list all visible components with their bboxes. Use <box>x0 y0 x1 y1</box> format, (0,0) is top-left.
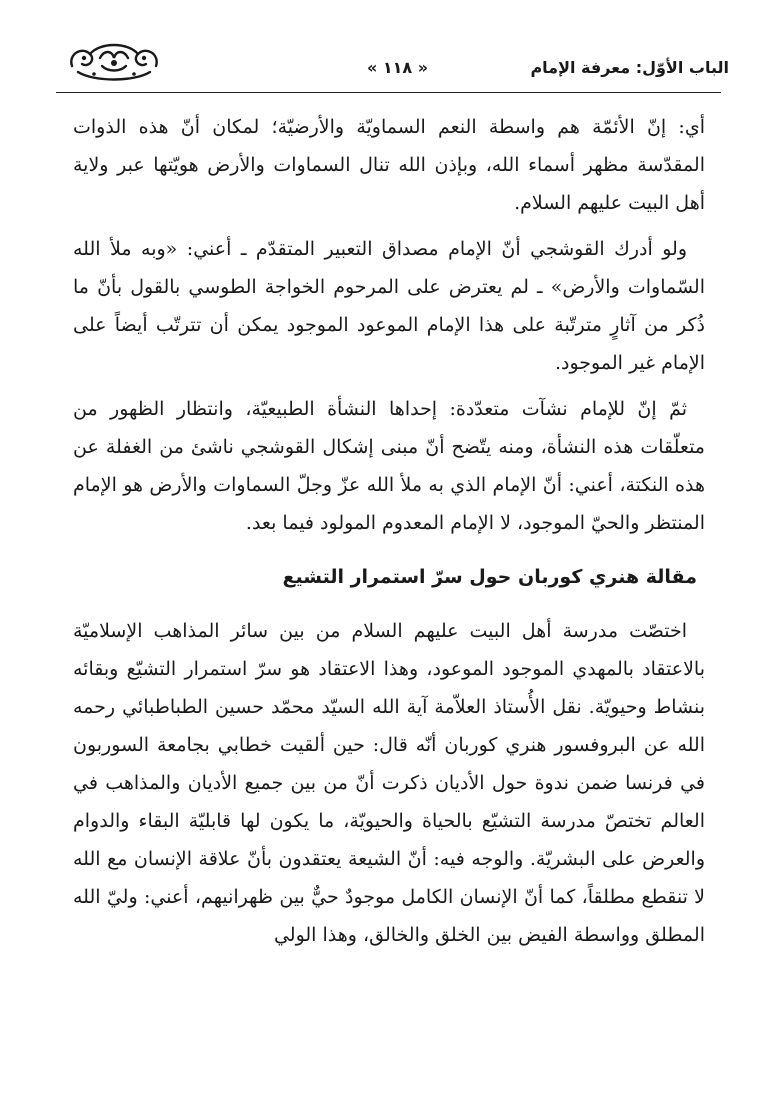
paragraph-1: أي: إنّ الأئمّة هم واسطة النعم السماويّة والأرضيّة؛ لمكان أنّ هذه الذوات المقدّسة مظهر أسماء الله، وبإذن الله تنال السماوات والأرض هويّتها عبر ولاية أهل البيت عليهم السلام. <box>73 116 705 214</box>
page-number: « ١١٨ » <box>366 58 429 77</box>
ornament-icon <box>64 36 164 84</box>
paragraph-2: ولو أدرك القوشجي أنّ الإمام مصداق التعبير المتقدّم ـ أعني: «وبه ملأ الله السّماوات والأرض» ـ لم يعترض على المرحوم الخواجة الطوسي بالقول بأنّ ما ذُكر من آثارٍ مترتّبة على هذا الإمام الموعود الموجود يمكن أن تترتّب أيضاً على الإمام غير الموجود. <box>73 238 705 374</box>
page-header <box>56 36 739 94</box>
header-divider <box>56 92 721 93</box>
section-heading: مقالة هنري كوربان حول سرّ استمرار التشيع <box>282 566 697 588</box>
paragraph-4: اختصّت مدرسة أهل البيت عليهم السلام من بين سائر المذاهب الإسلاميّة بالاعتقاد بالمهدي الموجود الموعود، وهذا الاعتقاد هو سرّ استمرار التشيّع وبقائه بنشاط وحيويّة. نقل الأُستاذ العلاّمة آية الله السيّد محمّد حسين الطباطبائي رحمه الله عن البروفسور هنري كوربان أنّه قال: حين ألقيت خطابي بجامعة السوربون في فرنسا ضمن ندوة حول الأديان ذكرت أنّ من بين جميع الأديان والمذاهب في العالم تختصّ مدرسة التشيّع بالحياة والحيويّة، ما يكون لها قابليّة البقاء والدوام والعرض على البشريّة. والوجه فيه: أنّ الشيعة يعتقدون بأنّ علاقة الإنسان مع الله لا تنقطع مطلقاً، كما أنّ الإنسان الكامل موجودٌ حيٌّ بين ظهرانيهم، أعني: وليّ الله المطلق وواسطة الفيض بين الخلق والخالق، وهذا الولي <box>73 620 705 946</box>
paragraph-3: ثمّ إنّ للإمام نشآت متعدّدة: إحداها النشأة الطبيعيّة، وانتظار الظهور من متعلّقات هذه النشأة، ومنه يتّضح أنّ مبنى إشكال القوشجي ناشئ من الغفلة عن هذه النكتة، أعني: أنّ الإمام الذي به ملأ الله عزّ وجلّ السماوات والأرض هو الإمام المنتظر والحيّ الموجود، لا الإمام المعدوم المولود فيما بعد. <box>73 398 705 534</box>
chapter-title: الباب الأوّل: معرفة الإمام <box>530 58 729 77</box>
page-body <box>73 108 705 962</box>
